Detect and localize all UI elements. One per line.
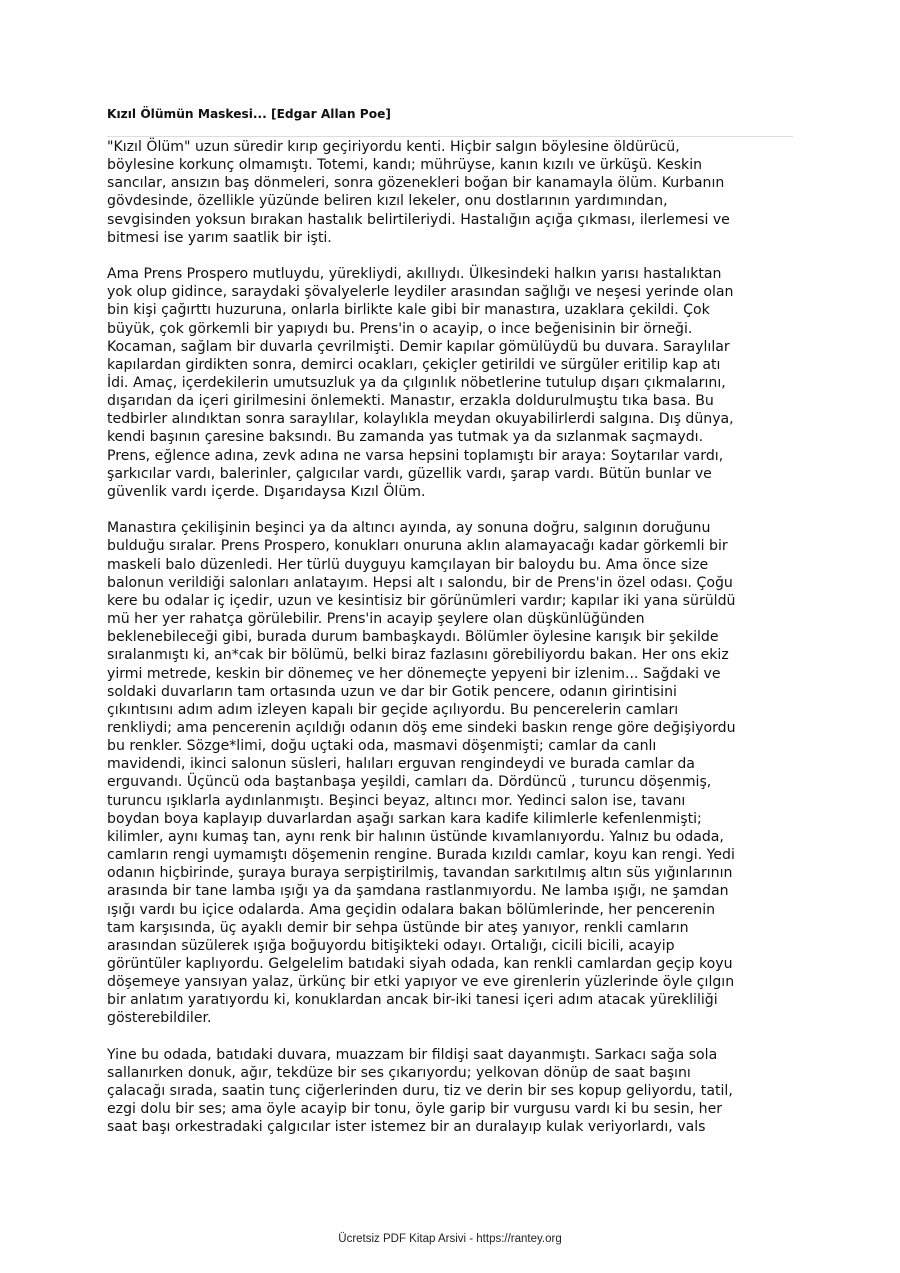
text-line: kere bu odalar iç içedir, uzun ve kesintisiz bir görünümleri vardır; kapılar iki yana sürüldü [107,592,736,609]
title-divider [107,136,793,137]
text-line: camların rengi uymamıştı döşemenin rengine. Burada kızıldı camlar, koyu kan rengi. Yedi [107,847,735,864]
text-line: büyük, çok görkemli bir yapıydı bu. Prens'in o acayip, o ince beğenisinin bir örneği. [107,320,693,337]
text-line: boydan boya kaplayıp duvarlardan aşağı sarkan kara kadife kilimlerle kefenlenmişti; [107,810,702,827]
text-line: gösterebildiler. [107,1010,212,1027]
text-line: saat başı orkestradaki çalgıcılar ister istemez bir an duralayıp kulak veriyorlardı, vals [107,1119,706,1136]
text-line: balonun verildiği salonları anlatayım. Hepsi alt ı salondu, bir de Prens'in özel odası. Çoğu [107,574,733,591]
text-line: kendi başının çaresine baksındı. Bu zamanda yas tutmak ya da sızlanmak saçmaydı. [107,429,704,446]
text-line: görüntüler kaplıyordu. Gelgelelim batıdaki siyah odada, kan renkli camlardan geçip koyu [107,956,733,972]
text-line: bulduğu sıralar. Prens Prospero, konukları onuruna aklın alamayacağı kadar görkemli bir [107,538,728,555]
text-line: ezgi dolu bir ses; ama öyle acayip bir tonu, öyle garip bir vurgusu vardı ki bu sesin, her [107,1101,723,1118]
text-line: İdi. Amaç, içerdekilerin umutsuzluk ya da çılgınlık nöbetlerine tutulup dışarı çıkmalarını, [107,375,726,392]
paragraph [107,265,797,501]
text-line: bitmesi ise yarım saatlik bir işti. [107,229,332,246]
text-line: Kocaman, sağlam bir duvarla çevrilmişti. Demir kapılar gömülüydü bu duvara. Saraylılar [107,338,730,355]
text-line: soldaki duvarların tam ortasında uzun ve dar bir Gotik pencere, odanın girintisini [107,683,677,700]
text-line: çalacağı sırada, saatin tunç ciğerlerinden duru, tiz ve derin bir ses kopup geliyordu, tatil, [107,1083,733,1100]
paragraph [107,138,797,247]
text-line: Ama Prens Prospero mutluydu, yürekliydi, akıllıydı. Ülkesindeki halkın yarısı hastalıktan [107,266,722,283]
text-line: "Kızıl Ölüm" uzun süredir kırıp geçiriyordu kenti. Hiçbir salgın böylesine öldürücü, [107,139,680,155]
text-line: güvenlik vardı içerde. Dışarıdaysa Kızıl Ölüm. [107,483,426,500]
text-line: beklenebileceği gibi, burada durum bambaşkaydı. Bölümler öylesine karışık bir şekilde [107,629,719,646]
paragraph [107,519,797,1027]
text-line: sancılar, ansızın baş dönmeleri, sonra gözenekleri boğan bir kanamayla ölüm. Kurbanın [107,175,725,192]
text-line: çıkıntısını adım adım izleyen kapalı bir geçide açılıyordu. Bu pencerelerin camları [107,701,679,718]
text-line: kapılardan girdikten sonra, demirci ocakları, çekiçler getirildi ve sürgüler eritilip kap atı [107,356,721,373]
text-line: böylesine korkunç olmamıştı. Totemi, kandı; mührüyse, kanın kızılı ve ürküşü. Keskin [107,157,703,174]
text-line: arasından süzülerek ışığa boğuyordu bitişikteki odayı. Ortalığı, cicili bicili, acayip [107,937,675,954]
text-line: tedbirler alındıktan sonra saraylılar, kolaylıkla meydan okuyabilirlerdi salgına. Dış dünya, [107,411,734,428]
page-footer: Ücretsiz PDF Kitap Arsivi - https://rantey.org [338,1233,562,1245]
text-line: bin kişi çağırttı huzuruna, onlarla birlikte kale gibi bir manastıra, uzaklara çekildi. Çok [107,302,710,319]
text-line: odanın hiçbirinde, şuraya buraya serpiştirilmiş, tavandan sarkıtılmış altın süs yığınlarının [107,865,733,882]
text-line: gövdesinde, özellikle yüzünde beliren kızıl lekeler, onu dostlarının yardımından, [107,193,668,210]
text-line: sıralanmıştı ki, an*cak bir bölümü, belki biraz fazlasını görebiliyordu bakan. Her ons ekiz [107,647,729,664]
document-body [107,138,797,1155]
text-line: arasında bir tane lamba ışığı ya da şamdana rastlanmıyordu. Ne lamba ışığı, ne şamdan [107,883,729,900]
paragraph [107,1046,797,1137]
text-line: erguvandı. Üçüncü oda baştanbaşa yeşildi, camları da. Dördüncü , turuncu döşenmiş, [107,774,712,791]
text-line: yok olup gidince, saraydaki şövalyelerle leydiler arasından sağlığı ve neşesi yerinde olan [107,284,734,301]
text-line: Yine bu odada, batıdaki duvara, muazzam bir fildişi saat dayanmıştı. Sarkacı sağa sola [107,1046,718,1063]
text-line: dışarıdan da içeri girilmesini önlemekti. Manastır, erzakla doldurulmuştu tıka basa. Bu [107,393,714,410]
text-line: mü her yer rahatça görülebilir. Prens'in acayip şeylere olan düşkünlüğünden [107,611,645,628]
text-line: renkliydi; ama pencerenin açıldığı odanın döş eme sindeki baskın renge göre değişiyordu [107,719,736,736]
text-line: turuncu ışıklarla aydınlanmıştı. Beşinci beyaz, altıncı mor. Yedinci salon ise, tavanı [107,792,686,809]
text-line: kilimler, aynı kumaş tan, aynı renk bir halının üstünde kıvamlanıyordu. Yalnız bu odada, [107,828,724,845]
text-line: maskeli balo düzenledi. Her türlü duyguyu kamçılayan bir baloydu bu. Ama önce size [107,556,709,573]
text-line: Manastıra çekilişinin beşinci ya da altıncı ayında, ay sonuna doğru, salgının doruğunu [107,520,711,537]
text-line: bir anlatım yaratıyordu ki, konuklardan ancak bir-iki tanesi içeri adım atacak yürekliliği [107,992,718,1009]
text-line: yirmi metrede, keskin bir dönemeç ve her dönemeçte yepyeni bir izlenim... Sağdaki ve [107,665,721,682]
document-title: Kızıl Ölümün Maskesi... [Edgar Allan Poe] [107,107,391,121]
text-line: mavidendi, ikinci salonun süsleri, halıları erguvan rengindeydi ve burada camlar da [107,756,695,773]
text-line: Prens, eğlence adına, zevk adına ne varsa hepsini toplamıştı bir araya: Soytarılar vardı, [107,447,724,464]
text-line: ışığı vardı bu içice odalarda. Ama geçidin odalara bakan bölümlerinde, her pencerenin [107,901,716,918]
text-line: döşemeye yansıyan yalaz, ürkünç bir etki yapıyor ve eve girenlerin yüzlerinde öyle çılgın [107,974,735,991]
text-line: sallanırken donuk, ağır, tekdüze bir ses çıkarıyordu; yelkovan dönüp de saat başını [107,1064,691,1081]
text-line: şarkıcılar vardı, balerinler, çalgıcılar vardı, güzellik vardı, şarap vardı. Bütün bunlar ve [107,465,712,482]
text-line: tam karşısında, üç ayaklı demir bir sehpa üstünde bir ateş yanıyor, renkli camların [107,919,689,936]
text-line: bu renkler. Sözge*limi, doğu uçtaki oda, masmavi döşenmişti; camlar da canlı [107,738,657,755]
text-line: sevgisinden yoksun bırakan hastalık belirtileriydi. Hastalığın açığa çıkması, ilerlemesi ve [107,211,730,228]
